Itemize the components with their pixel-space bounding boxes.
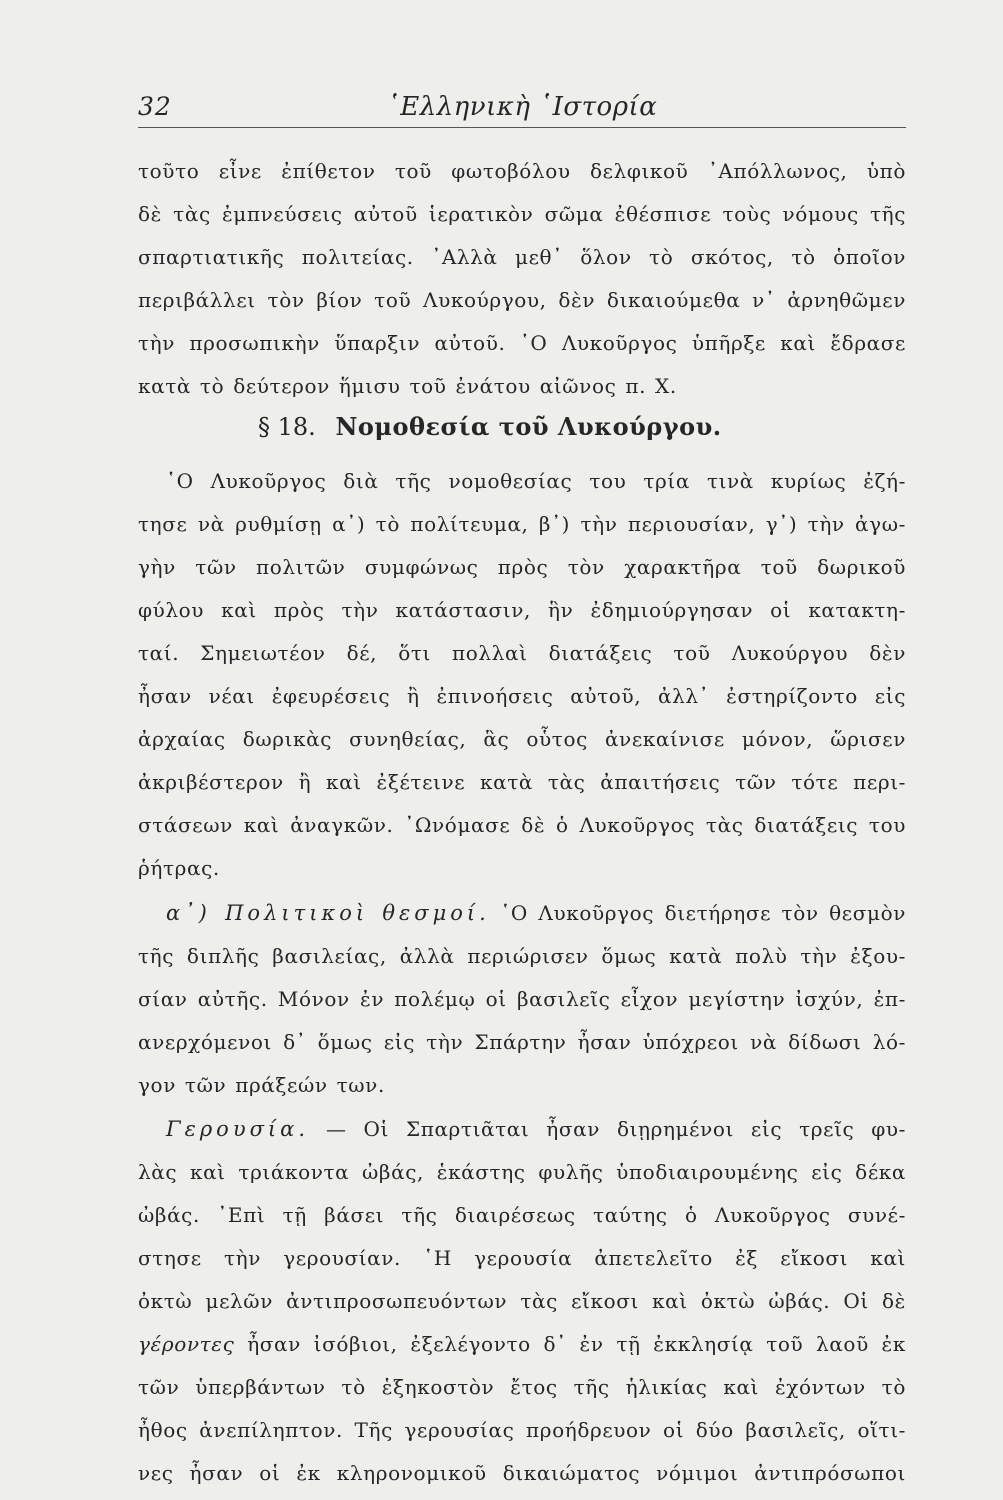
text-line: λὰς καὶ τριάκοντα ὠβάς, ἑκάστης φυλῆς ὑποδιαιρουμένης εἰς δέκα — [138, 1160, 906, 1184]
text-line — [138, 1108, 906, 1151]
paragraph-lycurgus-legislation — [138, 460, 906, 890]
text-line: ἦσαν νέαι ἐφευρέσεις ἢ ἐπινοήσεις αὐτοῦ, ἀλλ᾿ ἐστηρίζοντο εἰς — [138, 684, 906, 708]
section-number: § 18. — [258, 413, 316, 441]
text-line: ὠβάς. ᾿Επὶ τῇ βάσει τῆς διαιρέσεως ταύτης ὁ Λυκοῦργος συνέ- — [138, 1203, 906, 1227]
text-line: ῾Ο Λυκοῦργος διὰ τῆς νομοθεσίας του τρία τινὰ κυρίως ἐζή- — [166, 469, 906, 493]
text-line: φύλου καὶ πρὸς τὴν κατάστασιν, ἣν ἐδημιούργησαν οἱ κατακτη- — [138, 598, 906, 622]
text-line: ἀρχαίας δωρικὰς συνηθείας, ἃς οὗτος ἀνεκαίνισε μόνον, ὥρισεν — [138, 727, 906, 751]
page-number: 32 — [138, 92, 172, 121]
paragraph-political-institutions — [138, 892, 906, 1107]
text-line: σίαν αὐτῆς. Μόνον ἐν πολέμῳ οἱ βασιλεῖς εἶχον μεγίστην ἰσχύν, ἐπ- — [138, 987, 906, 1011]
text-line: τησε νὰ ρυθμίσῃ α᾿) τὸ πολίτευμα, β᾿) τὴν περιουσίαν, γ᾿) τὴν ἀγω- — [138, 512, 906, 536]
text-line: περιβάλλει τὸν βίον τοῦ Λυκούργου, δὲν δικαιούμεθα ν᾿ ἀρνηθῶμεν — [138, 288, 906, 312]
text-line: γὴν τῶν πολιτῶν συμφώνως πρὸς τὸν χαρακτῆρα τοῦ δωρικοῦ — [138, 555, 906, 579]
text-line: ὀκτὼ μελῶν ἀντιπροσωπευόντων τὰς εἴκοσι καὶ ὀκτὼ ὠβάς. Οἱ δὲ — [138, 1289, 906, 1313]
paragraph-gerousia — [138, 1108, 906, 1495]
text-line: τὴν προσωπικὴν ὕπαρξιν αὐτοῦ. ῾Ο Λυκοῦργος ὑπῆρξε καὶ ἔδρασε — [138, 331, 906, 355]
header-rule — [138, 127, 906, 128]
text-line: ἦθος ἀνεπίληπτον. Τῆς γερουσίας προήδρευον οἱ δύο βασιλεῖς, οἵτι- — [138, 1418, 906, 1442]
text-line: ἀκριβέστερον ἢ καὶ ἐξέτεινε κατὰ τὰς ἀπαιτήσεις τῶν τότε περι- — [138, 770, 906, 794]
text-fragment: — Οἱ Σπαρτιᾶται ἦσαν διῃρημένοι εἰς τρεῖς φυ- — [326, 1117, 906, 1141]
text-line: ῥήτρας. — [138, 856, 220, 880]
text-line: τῶν ὑπερβάντων τὸ ἑξηκοστὸν ἔτος τῆς ἡλικίας καὶ ἐχόντων τὸ — [138, 1375, 906, 1399]
text-line — [138, 892, 906, 935]
text-line: κατὰ τὸ δεύτερον ἥμισυ τοῦ ἐνάτου αἰῶνος π. Χ. — [138, 374, 677, 398]
page-header — [138, 92, 906, 132]
section-title: Νομοθεσία τοῦ Λυκούργου. — [335, 412, 722, 441]
text-fragment: ἦσαν ἰσόβιοι, ἐξελέγοντο δ᾿ ἐν τῇ ἐκκλησίᾳ τοῦ λαοῦ ἐκ — [247, 1332, 906, 1356]
text-line: τῆς διπλῆς βασιλείας, ἀλλὰ περιώρισεν ὅμως κατὰ πολὺ τὴν ἐξου- — [138, 944, 906, 968]
intro-paragraph — [138, 150, 906, 408]
text-line: στάσεων καὶ ἀναγκῶν. ᾿Ωνόμασε δὲ ὁ Λυκοῦργος τὰς διατάξεις του — [138, 813, 906, 837]
text-line: σπαρτιατικῆς πολιτείας. ᾿Αλλὰ μεθ᾿ ὅλον τὸ σκότος, τὸ ὁποῖον — [138, 245, 906, 269]
section-heading — [258, 412, 722, 441]
subsection-heading: α᾿) Πολιτικοὶ θεσμοί. — [166, 901, 490, 925]
text-line: γον τῶν πράξεών των. — [138, 1073, 385, 1097]
text-line: τοῦτο εἶνε ἐπίθετον τοῦ φωτοβόλου δελφικοῦ ᾿Απόλλωνος, ὑπὸ — [138, 159, 906, 183]
text-line: δὲ τὰς ἐμπνεύσεις αὐτοῦ ἱερατικὸν σῶμα ἐθέσπισε τοὺς νόμους τῆς — [138, 202, 906, 226]
text-line: ταί. Σημειωτέον δέ, ὅτι πολλαὶ διατάξεις τοῦ Λυκούργου δὲν — [138, 641, 906, 665]
text-line: νες ἦσαν οἱ ἐκ κληρονομικοῦ δικαιώματος νόμιμοι ἀντιπρόσωποι — [138, 1461, 906, 1485]
italic-term: γέροντες — [138, 1332, 235, 1356]
text-line: στησε τὴν γερουσίαν. ῾Η γερουσία ἀπετελεῖτο ἐξ εἴκοσι καὶ — [138, 1246, 906, 1270]
text-line: ανερχόμενοι δ᾿ ὅμως εἰς τὴν Σπάρτην ἦσαν ὑπόχρεοι νὰ δίδωσι λό- — [138, 1030, 906, 1054]
text-line — [138, 1323, 906, 1366]
subsection-heading: Γερουσία. — [166, 1117, 310, 1141]
running-title: ῾Ελληνικὴ ῾Ιστορία — [386, 92, 658, 122]
text-fragment: ῾Ο Λυκοῦργος διετήρησε τὸν θεσμὸν — [500, 901, 906, 925]
